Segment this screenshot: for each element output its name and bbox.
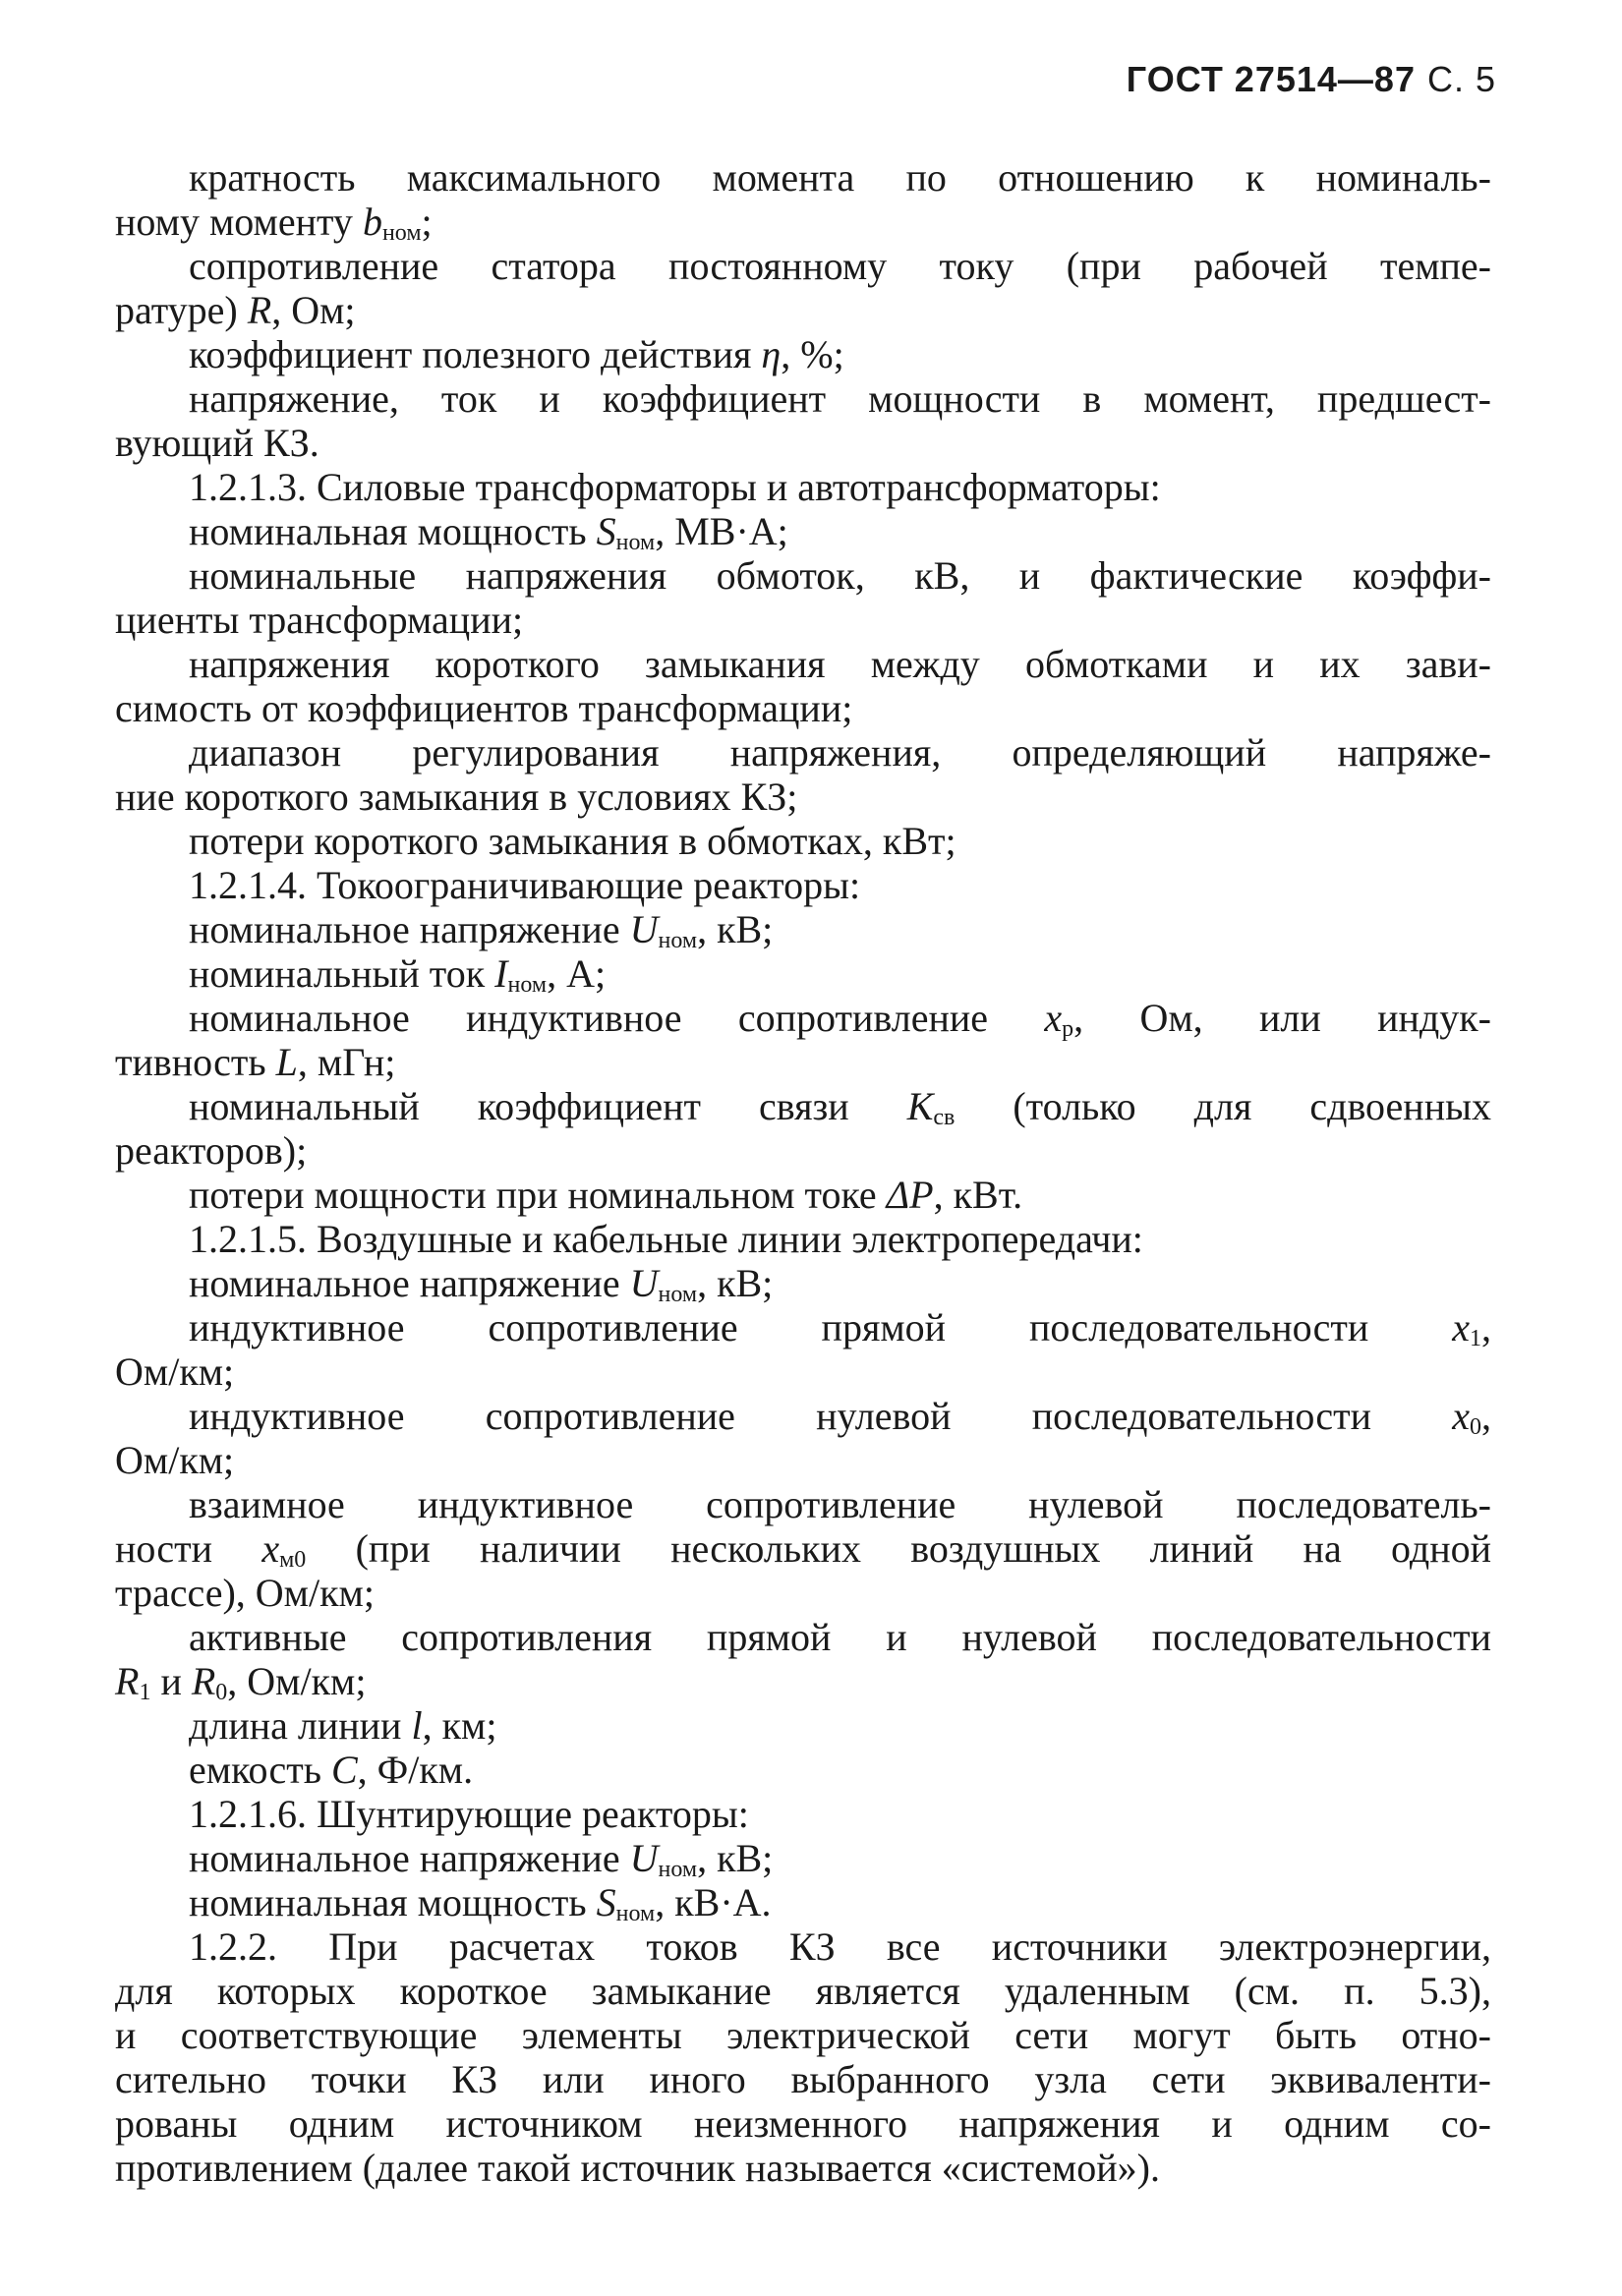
paragraph: номинальное напряжение $U_{ном}$, кВ; xyxy=(189,907,774,953)
paragraph-cont: сительно точки КЗ или иного выбранного узла сети эквиваленти- xyxy=(115,2057,1491,2101)
paragraph: кратность максимального момента по отношению к номиналь- xyxy=(189,155,1491,200)
paragraph: длина линии l, км; xyxy=(189,1703,497,1748)
paragraph-cont: симость от коэффициентов трансформации; xyxy=(115,686,853,730)
paragraph: напряжения короткого замыкания между обмотками и их зави- xyxy=(189,642,1491,686)
paragraph-cont: вующий КЗ. xyxy=(115,421,319,465)
paragraph-cont: для которых короткое замыкание является удаленным (см. п. 5.3), xyxy=(115,1969,1491,2013)
standard-title: ГОСТ 27514—87 xyxy=(1126,59,1416,99)
paragraph-cont: Ом/км; xyxy=(115,1438,235,1482)
paragraph-cont: $R_1$ и $R_0$, Ом/км; xyxy=(115,1659,367,1705)
paragraph: емкость C, Ф/км. xyxy=(189,1748,474,1792)
paragraph: номинальное индуктивное сопротивление $x_р$, Ом, или индук- xyxy=(189,996,1491,1042)
document-body xyxy=(115,155,1491,2190)
paragraph: диапазон регулирования напряжения, определяющий напряже- xyxy=(189,730,1491,775)
section-heading: 1.2.1.5. Воздушные и кабельные линии электропередачи: xyxy=(189,1217,1143,1261)
paragraph-cont: циенты трансформации; xyxy=(115,598,524,642)
paragraph: номинальные напряжения обмоток, кВ, и фактические коэффи- xyxy=(189,553,1491,598)
paragraph-cont: трассе), Ом/км; xyxy=(115,1571,375,1615)
paragraph-cont: ние короткого замыкания в условиях КЗ; xyxy=(115,775,798,819)
paragraph: номинальная мощность $S_{ном}$, кВ·А. xyxy=(189,1880,772,1926)
paragraph-cont: ности $x_{м0}$ (при наличии нескольких воздушных линий на одной xyxy=(115,1526,1491,1573)
paragraph: индуктивное сопротивление нулевой последовательности $x_0$, xyxy=(189,1394,1491,1440)
paragraph: сопротивление статора постоянному току (при рабочей темпе- xyxy=(189,244,1491,288)
paragraph-cont: противлением (далее такой источник называется «системой»). xyxy=(115,2146,1160,2190)
paragraph-cont: Ом/км; xyxy=(115,1349,235,1394)
paragraph-cont: реакторов); xyxy=(115,1128,308,1173)
paragraph: коэффициент полезного действия η, %; xyxy=(189,332,844,376)
paragraph-cont: рованы одним источником неизменного напряжения и одним со- xyxy=(115,2101,1491,2146)
paragraph: взаимное индуктивное сопротивление нулевой последователь- xyxy=(189,1482,1491,1526)
page-number: С. 5 xyxy=(1426,59,1496,99)
paragraph: номинальный коэффициент связи $K_{св}$ (только для сдвоенных xyxy=(189,1084,1491,1130)
paragraph-cont: ному моменту $b_{ном}$; xyxy=(115,200,433,246)
paragraph: индуктивное сопротивление прямой последовательности $x_1$, xyxy=(189,1305,1491,1351)
section-heading: 1.2.1.3. Силовые трансформаторы и автотрансформаторы: xyxy=(189,465,1161,509)
paragraph-cont: тивность L, мГн; xyxy=(115,1040,396,1084)
paragraph: 1.2.2. При расчетах токов КЗ все источники электроэнергии, xyxy=(189,1924,1491,1969)
paragraph: потери мощности при номинальном токе ΔP, кВт. xyxy=(189,1173,1023,1217)
paragraph: напряжение, ток и коэффициент мощности в момент, предшест- xyxy=(189,376,1491,421)
paragraph: активные сопротивления прямой и нулевой последовательности xyxy=(189,1615,1491,1659)
paragraph: номинальный ток $I_{ном}$, А; xyxy=(189,951,607,998)
section-heading: 1.2.1.4. Токоограничивающие реакторы: xyxy=(189,863,861,907)
paragraph: номинальная мощность $S_{ном}$, МВ·А; xyxy=(189,509,788,555)
paragraph: номинальное напряжение $U_{ном}$, кВ; xyxy=(189,1261,774,1307)
paragraph: потери короткого замыкания в обмотках, кВт; xyxy=(189,819,956,863)
paragraph-cont: и соответствующие элементы электрической сети могут быть отно- xyxy=(115,2013,1491,2057)
section-heading: 1.2.1.6. Шунтирующие реакторы: xyxy=(189,1792,749,1836)
paragraph-cont: ратуре) R, Ом; xyxy=(115,288,356,332)
page-header xyxy=(1127,59,1496,100)
paragraph: номинальное напряжение $U_{ном}$, кВ; xyxy=(189,1836,774,1882)
